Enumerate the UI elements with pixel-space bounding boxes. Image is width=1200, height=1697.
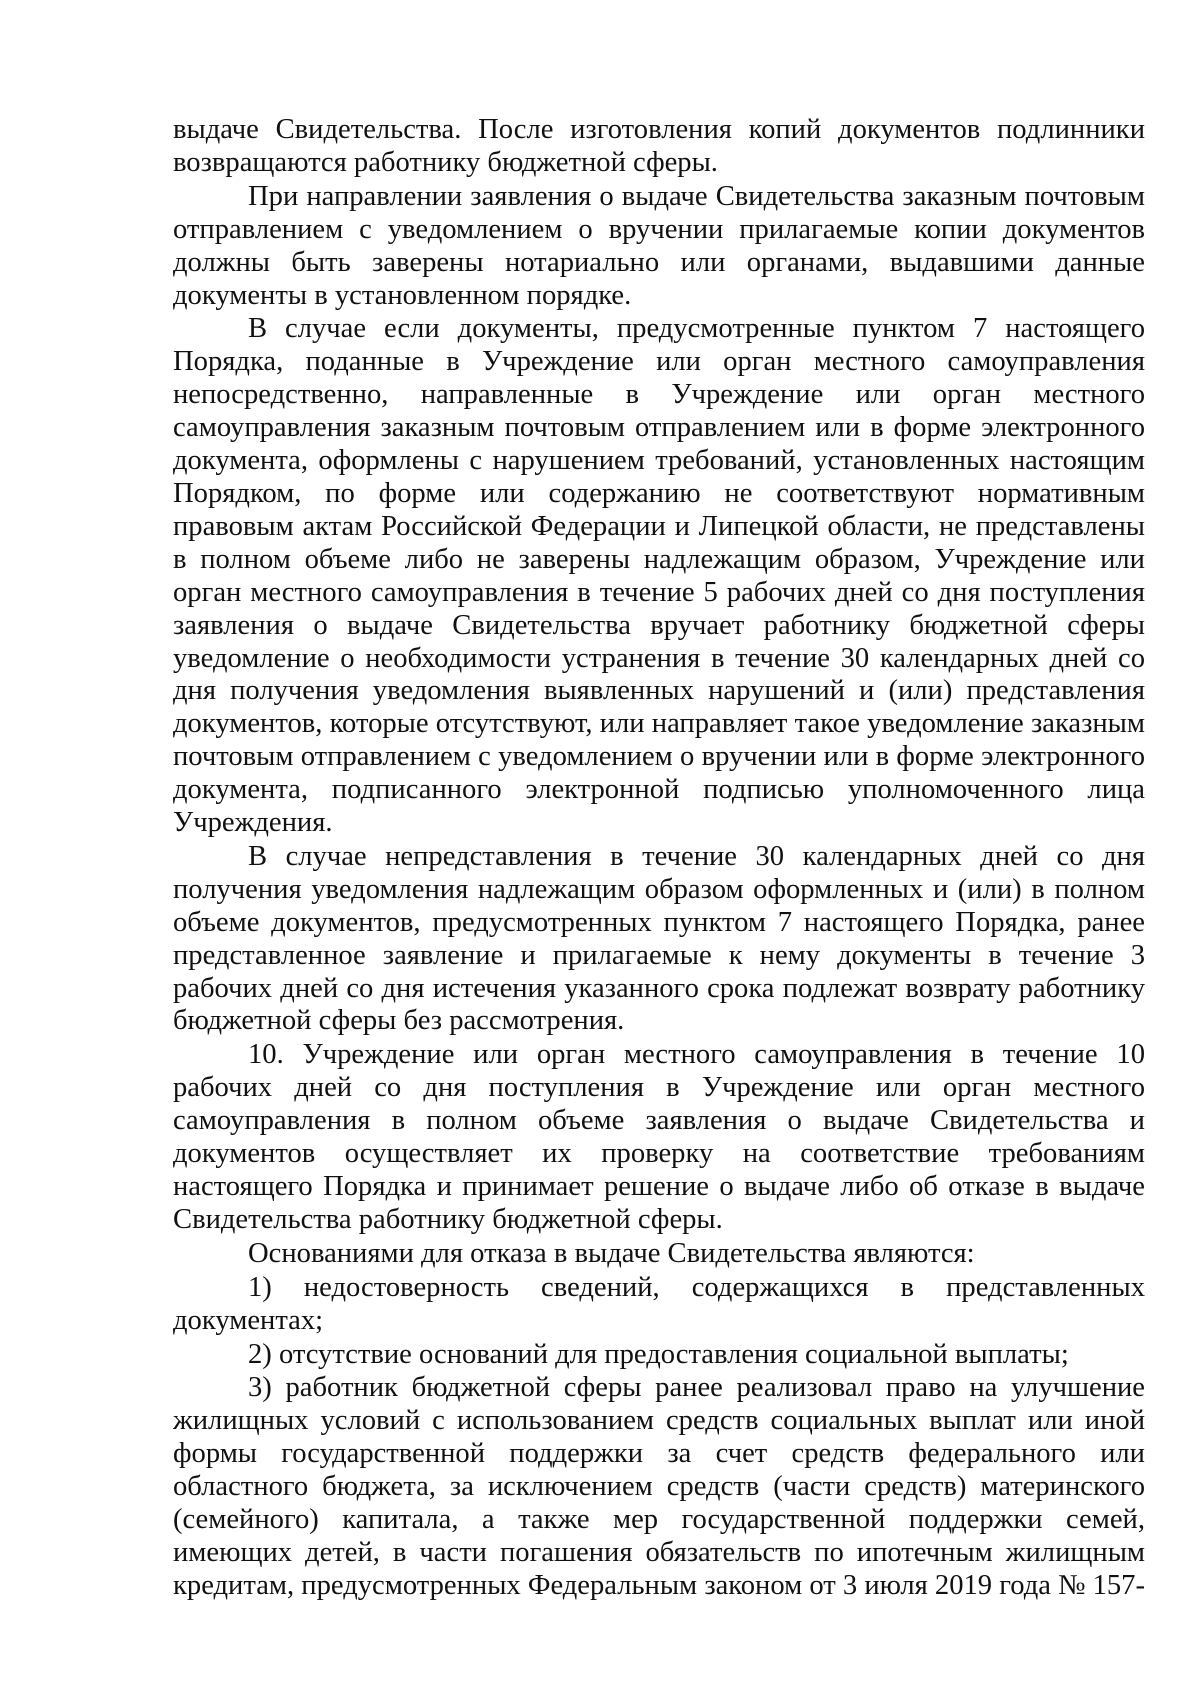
paragraph-refusal-grounds: Основаниями для отказа в выдаче Свидетельства являются: [248,1237,975,1269]
paragraph-document-violations: В случае если документы, предусмотренные пунктом 7 настоящего Порядка, поданные в Учреждение или орган местного самоуправления непосредственно, направленные в Учреждение или орган местного самоуправления заказным почтовым отправлением или в форме электронного документа, оформлены с нарушением требований, установленных настоящим Порядком, по форме или содержанию не соответствуют нормативным правовым актам Российской Федерации и Липецкой области, не представлены в полном объеме либо не заверены надлежащим образом, Учреждение или орган местного самоуправления в течение 5 рабочих дней со дня поступления заявления о выдаче Свидетельства вручает работнику бюджетной сферы уведомление о необходимости устранения в течение 30 календарных дней со дня получения уведомления выявленных нарушений и (или) представления документов, которые отсутствуют, или направляет такое уведомление заказным почтовым отправлением с уведомлением о вручении или в форме электронного документа, подписанного электронной подписью уполномоченного лица Учреждения. [173,313,1145,839]
paragraph-non-submission: В случае непредставления в течение 30 календарных дней со дня получения уведомления надлежащим образом оформленных и (или) в полном объеме документов, предусмотренных пунктом 7 настоящего Порядка, ранее представленное заявление и прилагаемые к нему документы в течение 3 рабочих дней со дня истечения указанного срока подлежат возврату работнику бюджетной сферы без рассмотрения. [173,840,1145,1037]
list-item-3: 3) работник бюджетной сферы ранее реализовал право на улучшение жилищных условий с использованием средств социальных выплат или иной формы государственной поддержки за счет средств федерального или областного бюджета, за исключением средств (части средств) материнского (семейного) капитала, а также мер государственной поддержки семей, имеющих детей, в части погашения обязательств по ипотечным жилищным кредитам, предусмотренных Федеральным законом от 3 июля 2019 года № 157- [173,1372,1145,1601]
paragraph-postal-submission: При направлении заявления о выдаче Свидетельства заказным почтовым отправлением с уведомлением о вручении прилагаемые копии документов должны быть заверены нотариально или органами, выдавшими данные документы в установленном порядке. [173,180,1145,311]
paragraph-item-10: 10. Учреждение или орган местного самоуправления в течение 10 рабочих дней со дня поступления в Учреждение или орган местного самоуправления в полном объеме заявления о выдаче Свидетельства и документов осуществляет их проверку на соответствие требованиям настоящего Порядка и принимает решение о выдаче либо об отказе в выдаче Свидетельства работнику бюджетной сферы. [173,1039,1145,1235]
list-item-2: 2) отсутствие оснований для предоставления социальной выплаты; [248,1338,1069,1370]
list-item-1: 1) недостоверность сведений, содержащихся в представленных документах; [173,1271,1145,1336]
paragraph-continuation: выдаче Свидетельства. После изготовления копий документов подлинники возвращаются работнику бюджетной сферы. [173,114,1145,178]
document-page [173,114,1145,1604]
